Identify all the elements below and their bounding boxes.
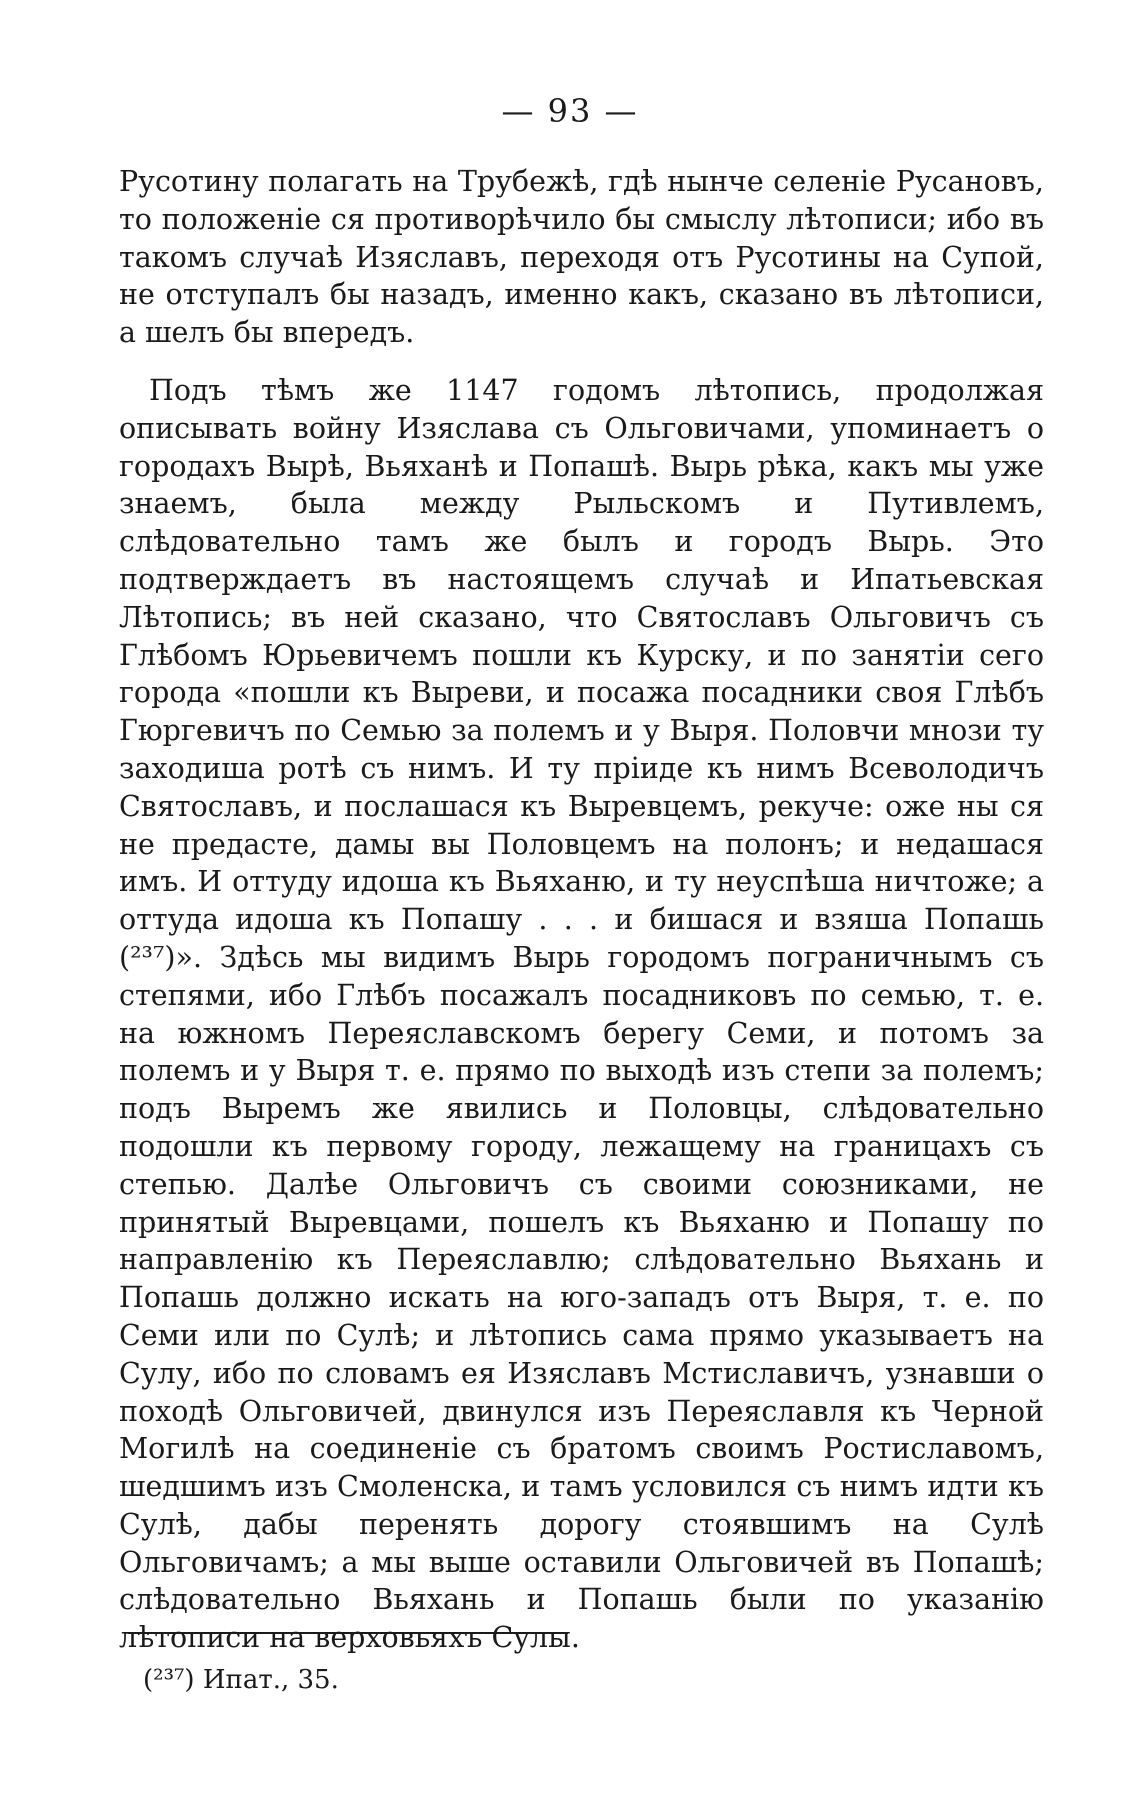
paragraph: Русотину полагать на Трубежѣ, гдѣ нынче селенiе Русановъ, то положенiе ся противорѣчило бы смыслу лѣтописи; ибо въ такомъ случаѣ Изяславъ, переходя отъ Русотины на Супой, не отступалъ бы назадъ, именно какъ, сказано въ лѣтописи, а шелъ бы впередъ. — [119, 165, 1044, 350]
body-text — [119, 163, 1044, 1657]
page-number: — 93 — — [501, 92, 639, 130]
footnote-separator — [128, 1632, 568, 1634]
footnote: (²³⁷) Ипат., 35. — [143, 1665, 339, 1695]
paragraph: Подъ тѣмъ же 1147 годомъ лѣтопись, продолжая описывать войну Изяслава съ Ольговичами, упоминаетъ о городахъ Вырѣ, Вьяханѣ и Попашѣ. Вырь рѣка, какъ мы уже знаемъ, была между Рыльскомъ и Путивлемъ, слѣдовательно тамъ же былъ и городъ Вырь. Это подтверждаетъ въ настоящемъ случаѣ и Ипатьевская Лѣтопись; въ ней сказано, что Святославъ Ольговичъ съ Глѣбомъ Юрьевичемъ пошли къ Курску, и по занятiи сего города «пошли къ Выреви, и посажа посадники своя Глѣбъ Гюргевичъ по Семью за полемъ и у Выря. Половчи мнози ту заходиша ротѣ съ нимъ. И ту прiиде къ нимъ Всеволодичъ Святославъ, и послашася къ Выревцемъ, рекуче: оже ны ся не предасте, дамы вы Половцемъ на полонъ; и недашася имъ. И оттуду идоша къ Вьяханю, и ту неуспѣша ничтоже; а оттуда идоша къ Попашу . . . и бишася и взяша Попашь (²³⁷)». Здѣсь мы видимъ Вырь городомъ пограничнымъ съ степями, ибо Глѣбъ посажалъ посадниковъ по семью, т. е. на южномъ Переяславскомъ берегу Семи, и потомъ за полемъ и у Выря т. е. прямо по выходѣ изъ степи за полемъ; подъ Выремъ же явились и Половцы, слѣдовательно подошли къ первому городу, лежащему на границахъ съ степью. Далѣе Ольговичъ съ своими союзниками, не принятый Выревцами, пошелъ къ Вьяханю и Попашу по направленiю къ Переяславлю; слѣдовательно Вьяхань и Попашь должно искать на юго-западъ отъ Выря, т. е. по Семи или по Сулѣ; и лѣтопись сама прямо указываетъ на Сулу, ибо по словамъ ея Изяславъ Мстиславичъ, узнавши о походѣ Ольговичей, двинулся изъ Переяславля къ Черной Могилѣ на соединенiе съ братомъ своимъ Ростиславомъ, шедшимъ изъ Смоленска, и тамъ условился съ нимъ идти къ Сулѣ, дабы перенять дорогу стоявшимъ на Сулѣ Ольговичамъ; а мы выше оставили Ольговичей въ Попашѣ; слѣдовательно Вьяхань и Попашь были по указанiю лѣтописи на верховьяхъ Сулы. — [119, 373, 1044, 1655]
